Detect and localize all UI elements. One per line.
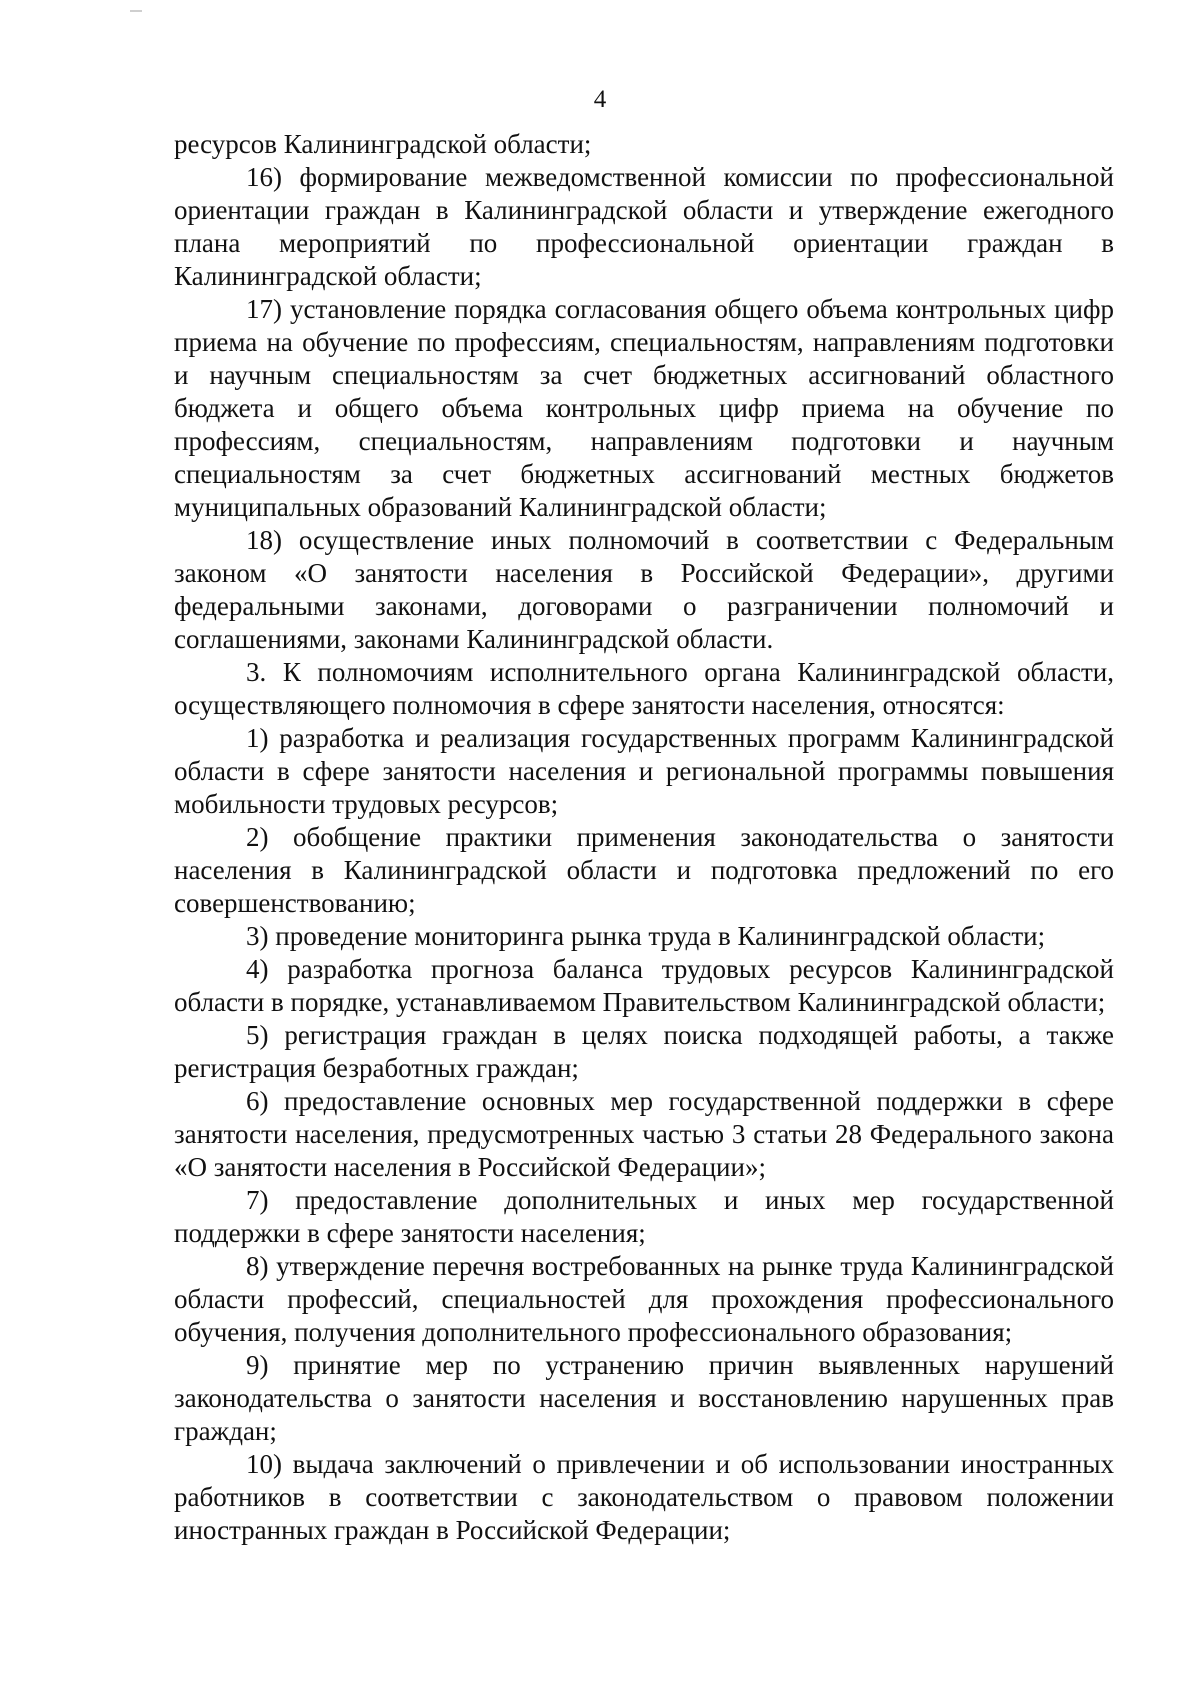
paragraph-item-7: 7) предоставление дополнительных и иных мер государственной поддержки в сфере занятости населения; <box>174 1185 1114 1248</box>
page-number: 4 <box>593 86 607 113</box>
paragraph-item-5: 5) регистрация граждан в целях поиска подходящей работы, а также регистрация безработных граждан; <box>174 1020 1114 1083</box>
paragraph-item-4: 4) разработка прогноза баланса трудовых ресурсов Калининградской области в порядке, устанавливаемом Правительством Калининградской области; <box>174 954 1114 1017</box>
document-body <box>174 128 1114 1547</box>
paragraph-item-10: 10) выдача заключений о привлечении и об использовании иностранных работников в соответствии с законодательством о правовом положении иностранных граждан в Российской Федерации; <box>174 1449 1114 1545</box>
paragraph-section-3: 3. К полномочиям исполнительного органа Калининградской области, осуществляющего полномочия в сфере занятости населения, относятся: <box>174 657 1114 720</box>
paragraph-item-8: 8) утверждение перечня востребованных на рынке труда Калининградской области профессий, специальностей для прохождения профессионального обучения, получения дополнительного профессионального образования; <box>174 1251 1114 1347</box>
paragraph-item-6: 6) предоставление основных мер государственной поддержки в сфере занятости населения, предусмотренных частью 3 статьи 28 Федерального закона «О занятости населения в Российской Федерации»; <box>174 1086 1114 1182</box>
paragraph-item-18: 18) осуществление иных полномочий в соответствии с Федеральным законом «О занятости населения в Российской Федерации», другими федеральными законами, договорами о разграничении полномочий и соглашениями, законами Калининградской области. <box>174 525 1114 654</box>
paragraph-item-9: 9) принятие мер по устранению причин выявленных нарушений законодательства о занятости населения и восстановлению нарушенных прав граждан; <box>174 1350 1114 1446</box>
paragraph-item-2: 2) обобщение практики применения законодательства о занятости населения в Калининградской области и подготовка предложений по его совершенствованию; <box>174 822 1114 918</box>
paragraph-continuation: ресурсов Калининградской области; <box>174 129 592 159</box>
paragraph-item-1: 1) разработка и реализация государственных программ Калининградской области в сфере занятости населения и региональной программы повышения мобильности трудовых ресурсов; <box>174 723 1114 819</box>
paragraph-item-16: 16) формирование межведомственной комиссии по профессиональной ориентации граждан в Калининградской области и утверждение ежегодного плана мероприятий по профессиональной ориентации граждан в Калининградской области; <box>174 162 1114 291</box>
paragraph-item-3: 3) проведение мониторинга рынка труда в Калининградской области; <box>246 921 1046 951</box>
scan-artifact <box>130 10 142 12</box>
paragraph-item-17: 17) установление порядка согласования общего объема контрольных цифр приема на обучение по профессиям, специальностям, направлениям подготовки и научным специальностям за счет бюджетных ассигнований областного бюджета и общего объема контрольных цифр приема на обучение по профессиям, специальностям, направлениям подготовки и научным специальностям за счет бюджетных ассигнований местных бюджетов муниципальных образований Калининградской области; <box>174 294 1114 522</box>
